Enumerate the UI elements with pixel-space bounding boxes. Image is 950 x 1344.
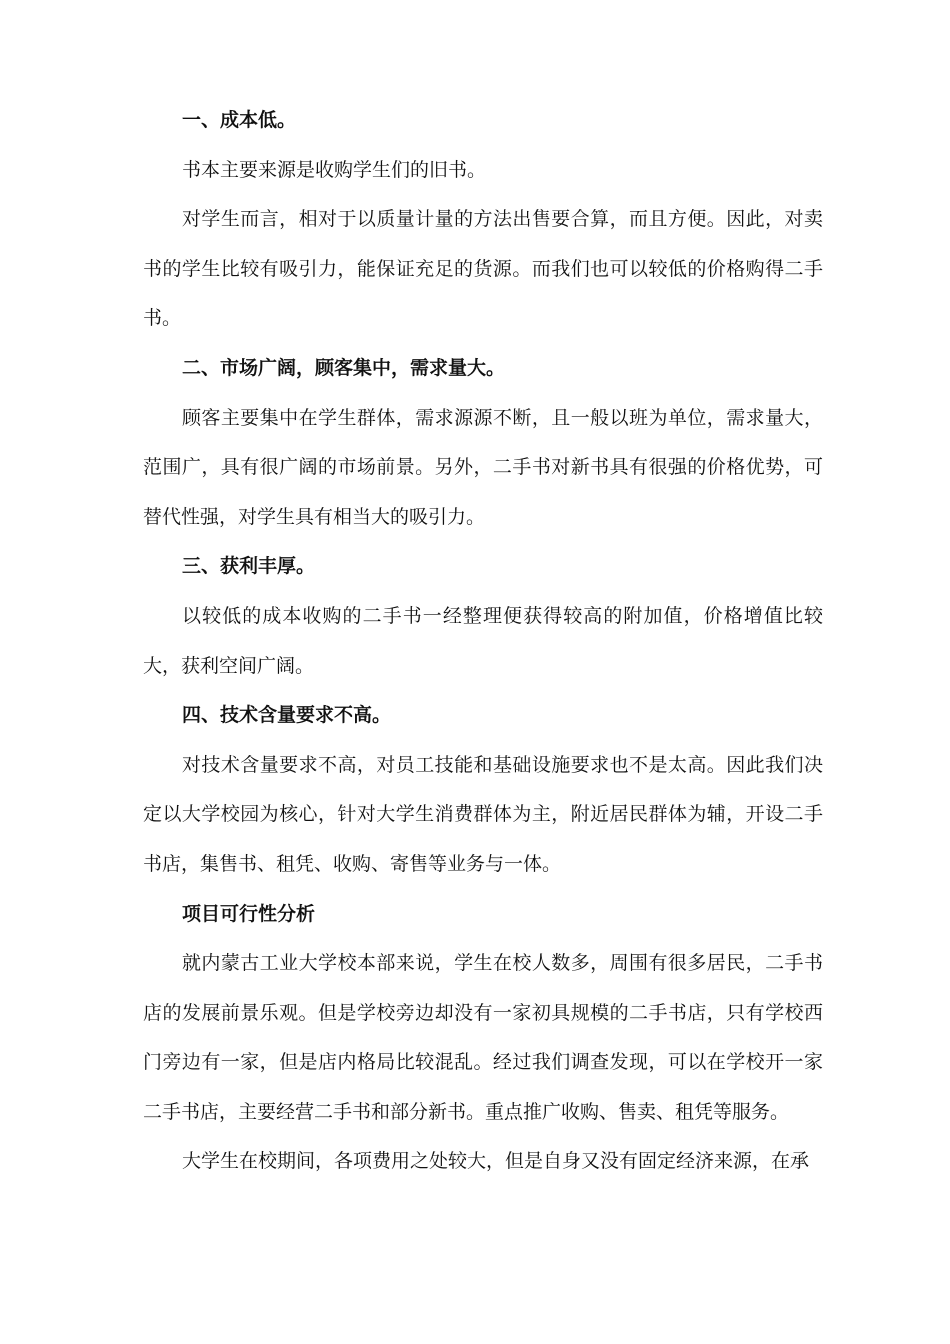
document-body (143, 96, 823, 1187)
paragraph-profit: 以较低的成本收购的二手书一经整理便获得较高的附加值，价格增值比较大，获利空间广阔。 (143, 604, 823, 677)
section-heading-technology: 四、技术含量要求不高。 (182, 704, 392, 727)
section-heading-profit: 三、获利丰厚。 (182, 555, 316, 578)
paragraph-technology: 对技术含量要求不高，对员工技能和基础设施要求也不是太高。因此我们决定以大学校园为核心，针对大学生消费群体为主，附近居民群体为辅，开设二手书店，集售书、租凭、收购、寄售等业务与一体。 (143, 753, 823, 875)
section-heading-cost: 一、成本低。 (182, 109, 297, 131)
paragraph-student-appeal: 对学生而言，相对于以质量计量的方法出售要合算，而且方便。因此，对卖书的学生比较有吸引力，能保证充足的货源。而我们也可以较低的价格购得二手书。 (143, 208, 823, 330)
paragraph-feasibility: 就内蒙古工业大学校本部来说，学生在校人数多，周围有很多居民，二手书店的发展前景乐观。但是学校旁边却没有一家初具规模的二手书店，只有学校西门旁边有一家，但是店内格局比较混乱。经过我们调查发现，可以在学校开一家二手书店，主要经营二手书和部分新书。重点推广收购、售卖、租凭等服务。 (143, 952, 823, 1123)
paragraph-student-expenses: 大学生在校期间，各项费用之处较大，但是自身又没有固定经济来源，在承 (182, 1150, 810, 1173)
paragraph-book-source: 书本主要来源是收购学生们的旧书。 (182, 158, 487, 181)
section-heading-feasibility: 项目可行性分析 (182, 902, 316, 925)
section-heading-market: 二、市场广阔，顾客集中，需求量大。 (182, 356, 506, 379)
paragraph-market-demand: 顾客主要集中在学生群体，需求源源不断，且一般以班为单位，需求量大，范围广，具有很广阔的市场前景。另外，二手书对新书具有很强的价格优势，可替代性强，对学生具有相当大的吸引力。 (143, 406, 823, 528)
